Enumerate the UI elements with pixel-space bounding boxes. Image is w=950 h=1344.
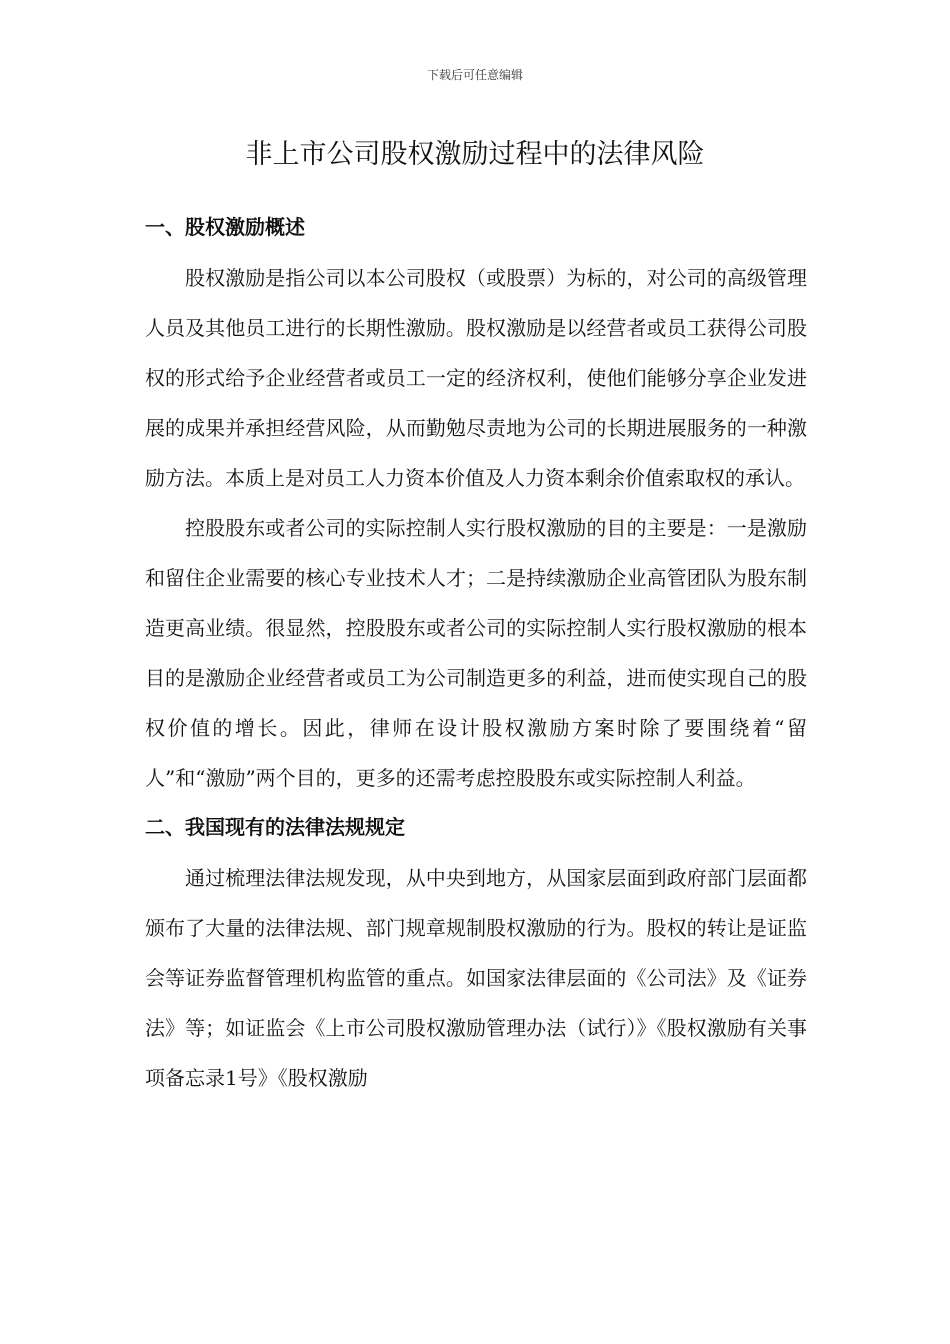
document-body xyxy=(145,205,807,1103)
paragraph: 控股股东或者公司的实际控制人实行股权激励的目的主要是：一是激励和留住企业需要的核心专业技术人才；二是持续激励企业高管团队为股东制造更高业绩。很显然，控股股东或者公司的实际控制人实行股权激励的根本目的是激励企业经营者或员工为公司制造更多的利益，进而使实现自己的股权价值的增长。因此，律师在设计股权激励方案时除了要围绕着“留人”和“激励”两个目的，更多的还需考虑控股股东或实际控制人利益。 xyxy=(145,516,807,790)
section-heading: 一、股权激励概述 xyxy=(145,215,305,239)
document-title: 非上市公司股权激励过程中的法律风险 xyxy=(245,139,705,170)
section-heading: 二、我国现有的法律法规规定 xyxy=(145,815,405,839)
paragraph: 通过梳理法律法规发现，从中央到地方，从国家层面到政府部门层面都颁布了大量的法律法规、部门规章规制股权激励的行为。股权的转让是证监会等证券监督管理机构监管的重点。如国家法律层面的《公司法》及《证券法》等；如证监会《上市公司股权激励管理办法（试行）》《股权激励有关事项备忘录1号》《股权激励 xyxy=(145,866,807,1090)
paragraph: 股权激励是指公司以本公司股权（或股票）为标的，对公司的高级管理人员及其他员工进行的长期性激励。股权激励是以经营者或员工获得公司股权的形式给予企业经营者或员工一定的经济权利，使他们能够分享企业发进展的成果并承担经营风险，从而勤勉尽责地为公司的长期进展服务的一种激励方法。本质上是对员工人力资本价值及人力资本剩余价值索取权的承认。 xyxy=(145,266,807,490)
header-note: 下载后可任意编辑 xyxy=(426,68,523,82)
